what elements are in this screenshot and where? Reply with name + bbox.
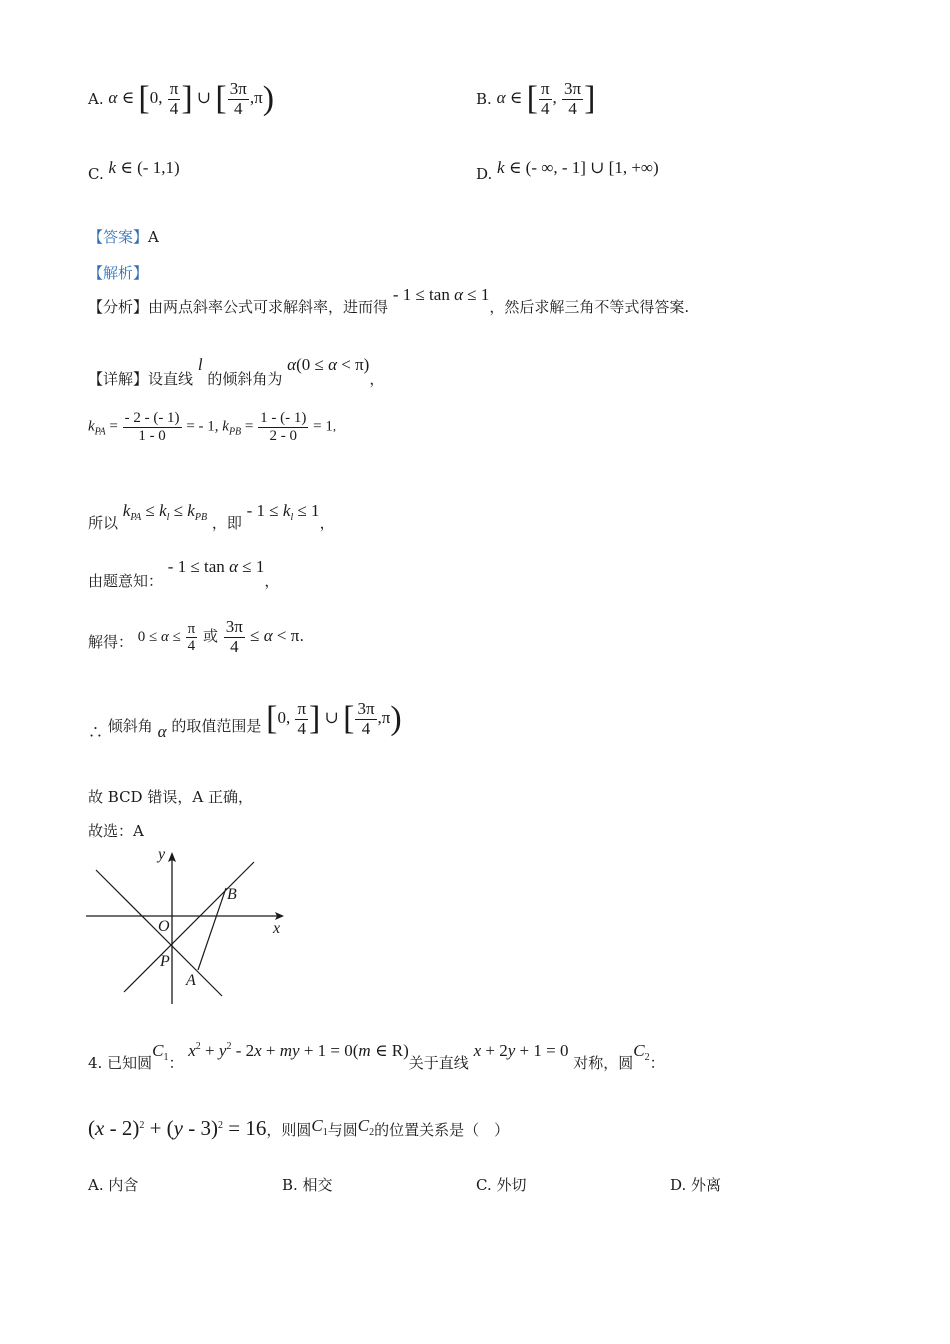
xiangjie-text3: ， [369, 370, 385, 388]
suoyi-text: 所以 [88, 514, 119, 532]
q4-option-c[interactable]: C. 外切 [476, 1176, 527, 1194]
tiyi-text: 由题意知： [88, 572, 164, 590]
option-b[interactable] [476, 80, 595, 118]
q4-option-b[interactable]: B. 相交 [282, 1176, 333, 1194]
q4-line2 [88, 1116, 509, 1142]
q4-text3: 关于直线 [408, 1054, 469, 1072]
answer-line [88, 226, 159, 247]
fenxi-text2: ，然后求解三角不等式得答案. [489, 298, 690, 316]
xiangjie-tag: 【详解】 [88, 370, 149, 388]
circle-c1-ref: $C_1$ [311, 1116, 328, 1138]
option-c[interactable] [88, 158, 180, 184]
jiede-line: 解得： 0 ≤ α ≤ $\frac{\pi}{4}$ 或 $\frac{3\pi}{4}$ ≤ α < π. [88, 617, 305, 656]
q4-text7: 与圆 [327, 1121, 358, 1139]
fenxi-tag: 【分析】 [88, 298, 149, 316]
slope-formula: $k_{PA}$ = $\frac{- 2 - (- 1)}{1 - 0}$ = - 1, $k_{PB}$ = $\frac{1 - (- 1)}{2 - 0}$ = 1, [88, 410, 337, 444]
fanwei-text: 的取值范围是 [171, 717, 262, 736]
q4-text8: 的位置关系是（ ） [374, 1121, 510, 1139]
xiangjie-text1: 设直线 [148, 370, 194, 388]
circle-c2-ref: $C_2$ [357, 1116, 375, 1138]
alpha-symbol: α [157, 722, 167, 742]
q4-text1: 已知圆 [107, 1054, 153, 1072]
option-c-label: C. [88, 165, 104, 183]
label-x: x [273, 920, 281, 937]
option-d-label: D. [476, 165, 493, 183]
therefore-line [88, 699, 402, 742]
q4-option-d[interactable]: D. 外离 [670, 1176, 722, 1194]
q4-text4: 对称，圆 [573, 1054, 634, 1072]
jiede-text: 解得： [88, 633, 134, 652]
option-b-label: B. [476, 90, 492, 109]
therefore-symbol: ∴ [88, 723, 104, 742]
gubcd-line: 故 BCD 错误，A 正确， [88, 788, 253, 806]
q4-number: 4. [88, 1054, 103, 1072]
kl-range: - $1 \le k_l \le 1$ [246, 501, 320, 523]
c1-equation: $x^2 + y^2 - 2x$ + my + 1 = 0(m ∈ R) [188, 1041, 409, 1060]
final-range: [0, $\frac{\pi}{4}$ ] ∪ [ $\frac{3\pi}{4}$ ,π) [266, 699, 402, 738]
alpha-range: α(0 ≤ α < π) [287, 355, 370, 374]
option-a-formula: α ∈ [0, $\frac{\pi}{4}$ ] ∪ [ $\frac{3\pi}{4}$ ,π) [108, 79, 275, 118]
c2-equation: (x - 2)$^2$ + (y - 3)$^2$ = 16 [88, 1116, 267, 1140]
tiyi-line: 由题意知： - 1 ≤ tan α ≤ 1， [88, 557, 280, 590]
alpha-solution: 0 ≤ α ≤ $\frac{\pi}{4}$ [137, 620, 196, 655]
label-o: O [158, 918, 170, 935]
fenxi-formula: - 1 ≤ tan α ≤ 1 [392, 285, 490, 304]
option-a-label: A. [88, 90, 104, 109]
analysis-tag: 【解析】 [88, 264, 149, 282]
alpha-solution-2: $\frac{3\pi}{4}$ ≤ α < π [225, 617, 300, 656]
option-d[interactable] [476, 158, 659, 184]
slope-inequality: $k_{PA} \le k_l \le k_{PB}$ [122, 501, 208, 523]
q4-option-a[interactable]: A. 内含 [88, 1176, 139, 1194]
huo-text: 或 [203, 627, 219, 646]
q4-text6: ，则圆 [266, 1121, 312, 1139]
ji-text: ，即 [211, 514, 242, 532]
option-d-formula: k ∈ (- ∞, - 1] ∪ [1, +∞) [497, 158, 659, 177]
coordinate-figure [84, 844, 294, 1009]
tan-range: - 1 ≤ tan α ≤ 1 [167, 557, 265, 576]
segment-ab [198, 888, 226, 970]
qingxiejiao-text: 倾斜角 [107, 717, 153, 736]
xiangjie-line [88, 354, 385, 388]
q4-line1 [88, 1040, 665, 1072]
suoyi-line: 所以 $k_{PA} \le k_l \le k_{PB}$ ，即 - $1 \le k_l \le 1$， [88, 501, 335, 532]
option-a[interactable] [88, 80, 274, 118]
label-y: y [158, 846, 166, 863]
xiangjie-text2: 的倾斜角为 [207, 370, 283, 388]
guxuan-line: 故选：A [88, 822, 144, 840]
line-l: l [197, 355, 203, 374]
fenxi-line [88, 285, 690, 317]
option-c-formula: k ∈ (- 1,1) [108, 158, 180, 177]
circle-c2: $C_2$ [633, 1041, 650, 1063]
fenxi-text1: 由两点斜率公式可求解斜率，进而得 [148, 298, 389, 316]
option-b-formula: α ∈ [ $\frac{\pi}{4}$ , $\frac{3\pi}{4}$ ] [496, 79, 596, 118]
answer-value: A [148, 228, 159, 246]
answer-tag: 【答案】 [88, 228, 149, 246]
analysis-line [88, 262, 148, 283]
circle-c1: $C_1$ [152, 1041, 169, 1063]
q4-text5: ： [649, 1054, 665, 1072]
label-b: B [227, 886, 237, 903]
label-a: A [186, 972, 196, 989]
label-p: P [160, 953, 170, 970]
symmetry-line: x + 2y + 1 = 0 [473, 1041, 569, 1060]
q4-text2: ： [168, 1054, 184, 1072]
